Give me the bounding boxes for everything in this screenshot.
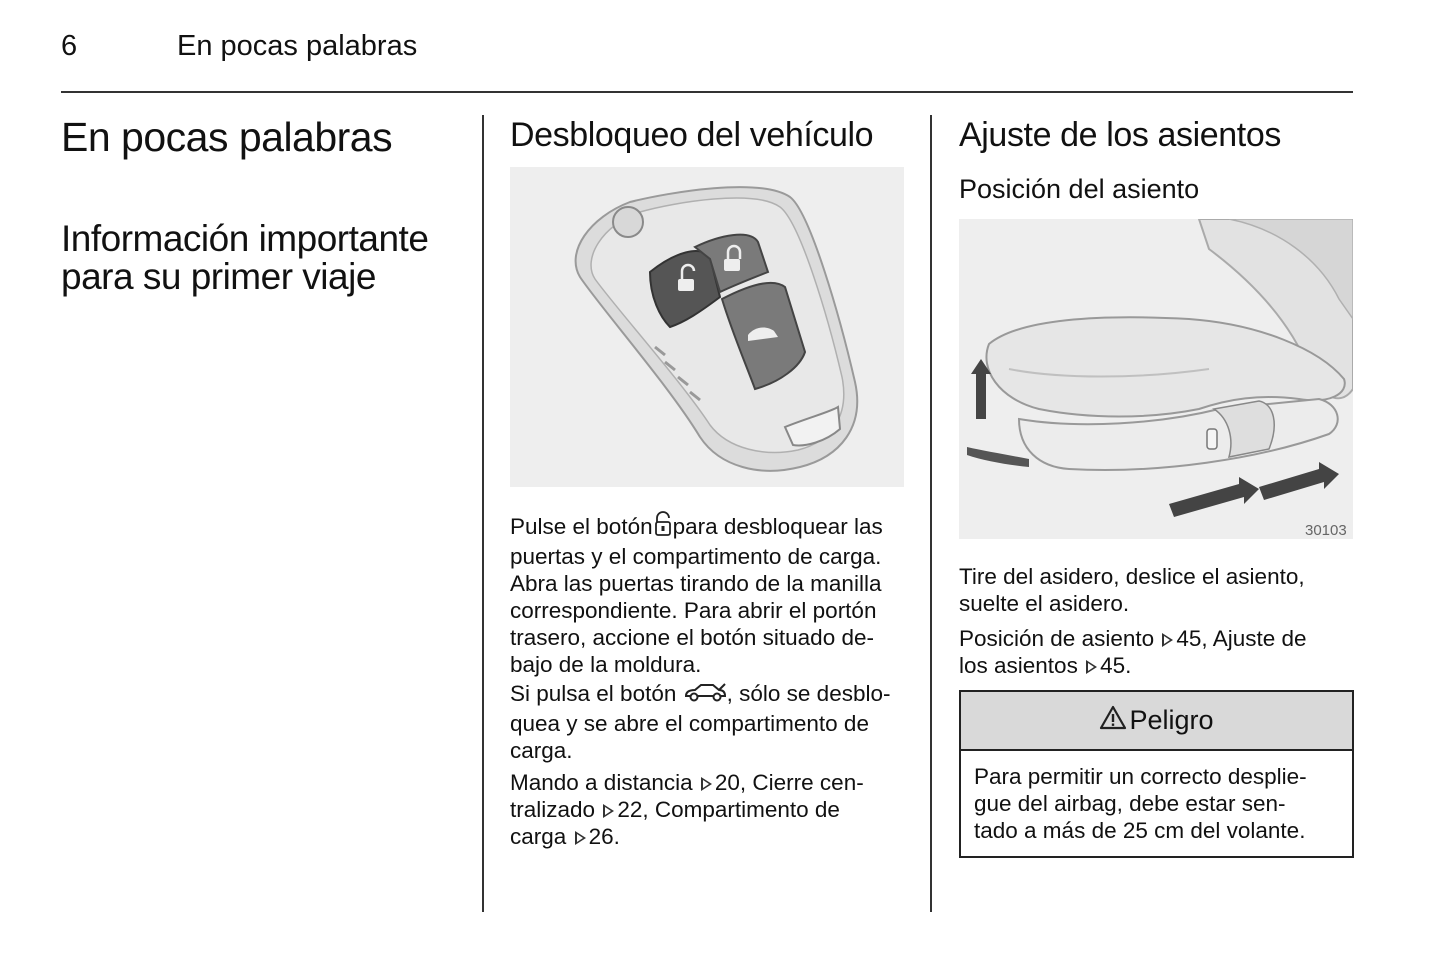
car-trunk-icon: [683, 682, 727, 710]
warning-title: Peligro: [1129, 705, 1214, 735]
warning-header: [961, 692, 1352, 751]
text-line: carga.: [510, 738, 573, 763]
text-line: trasero, accione el botón situado de-: [510, 625, 874, 650]
key-fob-illustration: [510, 167, 904, 487]
page-reference-icon: [603, 804, 614, 818]
page-reference-link[interactable]: 22, Compartimento de: [617, 797, 840, 822]
text-fragment: carga: [510, 824, 567, 849]
key-fob-drawing: [510, 167, 904, 487]
unlock-section-title: Desbloqueo del vehículo: [510, 116, 874, 154]
unlock-icon: [653, 511, 673, 543]
text-line: tado a más de 25 cm del volante.: [974, 818, 1306, 843]
text-line: Abra las puertas tirando de la manilla: [510, 571, 882, 596]
page-reference-icon: [701, 777, 712, 791]
text-line: gue del airbag, debe estar sen-: [974, 791, 1286, 816]
section-heading-line: para su primer viaje: [61, 256, 376, 297]
seat-section-title: Ajuste de los asientos: [959, 116, 1281, 154]
column-divider-1: [482, 115, 484, 912]
page-reference-icon: [1086, 660, 1097, 674]
warning-box: [959, 690, 1354, 858]
text-line: puertas y el compartimento de carga.: [510, 544, 882, 569]
text-fragment: para desbloquear las: [672, 514, 883, 539]
text-fragment: Si pulsa el botón: [510, 681, 677, 706]
header-divider: [61, 91, 1353, 93]
text-line: bajo de la moldura.: [510, 652, 702, 677]
seat-subsection-title: Posición del asiento: [959, 174, 1200, 204]
page-number: 6: [61, 30, 78, 62]
page-reference-icon: [575, 831, 586, 845]
page-reference-icon: [1162, 633, 1173, 647]
running-header: En pocas palabras: [177, 30, 418, 62]
text-fragment: , sólo se desblo-: [726, 681, 891, 706]
text-fragment: tralizado: [510, 797, 596, 822]
unlock-paragraph-1: [510, 511, 883, 678]
seat-drawing: [959, 219, 1353, 539]
page-reference-link[interactable]: 45.: [1100, 653, 1132, 678]
column-divider-2: [930, 115, 932, 912]
unlock-paragraph-2: [510, 680, 890, 764]
text-fragment: Pulse el botón: [510, 514, 653, 539]
warning-text: [961, 751, 1352, 844]
text-line: Tire del asidero, deslice el asiento,: [959, 564, 1305, 589]
page-reference-link[interactable]: 45, Ajuste de: [1176, 626, 1307, 651]
text-fragment: los asientos: [959, 653, 1078, 678]
page-reference-link[interactable]: 20, Cierre cen-: [714, 770, 864, 795]
warning-triangle-icon: [1099, 705, 1127, 737]
section-heading-line: Información importante: [61, 218, 429, 259]
seat-paragraph-2: [959, 625, 1307, 679]
section-heading: [61, 220, 471, 296]
text-line: quea y se abre el compartimento de: [510, 711, 869, 736]
chapter-title: En pocas palabras: [61, 114, 393, 160]
figure-code: 30103: [1305, 522, 1347, 539]
text-line: Para permitir un correcto desplie-: [974, 764, 1307, 789]
text-fragment: Posición de asiento: [959, 626, 1155, 651]
text-fragment: Mando a distancia: [510, 770, 693, 795]
page-reference-link[interactable]: 26.: [588, 824, 620, 849]
text-line: correspondiente. Para abrir el portón: [510, 598, 877, 623]
seat-illustration: [959, 219, 1353, 539]
text-line: suelte el asidero.: [959, 591, 1130, 616]
seat-paragraph-1: [959, 563, 1305, 617]
unlock-paragraph-3: [510, 769, 864, 850]
